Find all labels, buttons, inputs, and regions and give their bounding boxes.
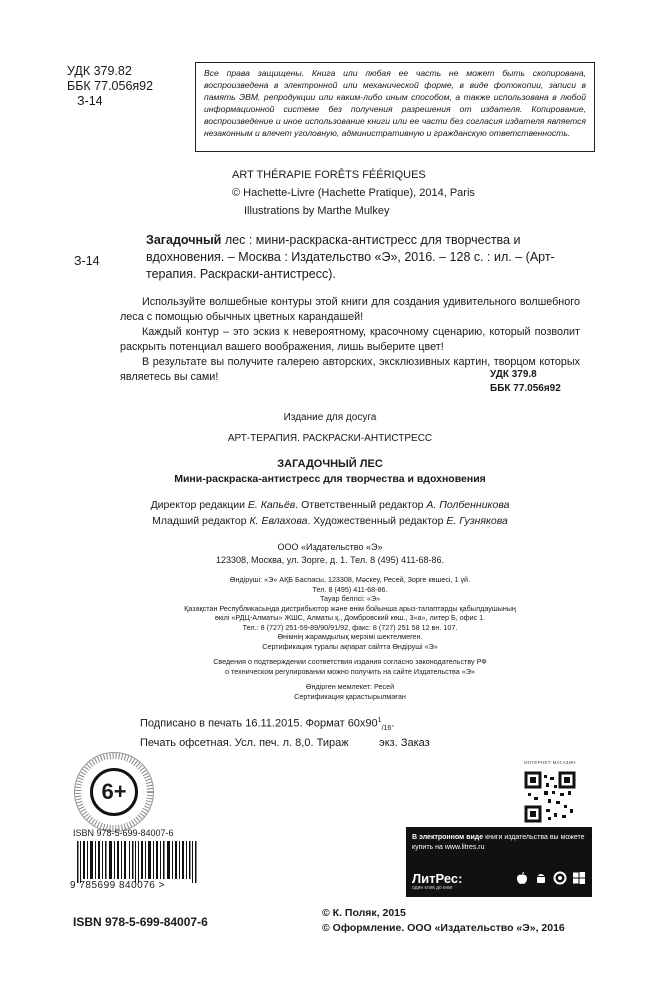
staff-person: Е. Гузнякова bbox=[446, 515, 508, 527]
signing-text: Подписано в печать 16.11.2015. Формат 60х90 bbox=[140, 717, 378, 730]
bibliographic-record bbox=[146, 232, 584, 283]
kz-line: Тауар белгісі: «Э» bbox=[319, 594, 381, 603]
staff-role: Директор редакции bbox=[150, 499, 248, 511]
illustrations-credit: Illustrations by Marthe Mulkey bbox=[244, 205, 390, 217]
staff-person: А. Полбенникова bbox=[426, 499, 510, 511]
udk-code: УДК 379.82 bbox=[67, 64, 132, 78]
age-rating-value: 6+ bbox=[90, 768, 138, 816]
leisure-label: Издание для досуга bbox=[283, 412, 377, 423]
book-title: ЗАГАДОЧНЫЙ ЛЕС bbox=[277, 458, 383, 470]
apple-icon bbox=[515, 871, 529, 885]
udk-code-right: УДК 379.8 bbox=[490, 369, 537, 380]
signing-end: . bbox=[391, 717, 395, 730]
isbn-large: ISBN 978-5-699-84007-6 bbox=[73, 915, 208, 929]
original-copyright: © Hachette-Livre (Hachette Pratique), 2014, Paris bbox=[232, 187, 475, 199]
barcode-icon bbox=[73, 841, 201, 883]
bib-author-sign: З-14 bbox=[74, 254, 100, 268]
annotation-paragraph: Каждый контур – это эскиз к невероятному, красочному сценарию, который позволит раскрыть потенциал вашего воображения, лишь выберите цвет! bbox=[120, 326, 580, 353]
signing-line-1 bbox=[140, 713, 540, 736]
bib-rest: лес : мини-раскраска-антистресс для творчества и вдохновения. – Москва : Издательство «Э», 2016. – 128 с. : ил. – (Арт-терапия. Раскраски-антистресс). bbox=[146, 233, 555, 281]
staff-person: Е. Капьёв bbox=[247, 499, 296, 511]
litres-text-rest: книги издательства вы можете купить на www.litres.ru bbox=[412, 834, 585, 851]
kz-line: Тел.: 8 (727) 251-59-89/90/91/92, факс: 8 (727) 251 58 12 вн. 107. bbox=[242, 622, 458, 632]
kz-line: Қазақстан Республикасында дистрибьютор және өнім бойынша арыз-талаптарды қабылдаушының bbox=[184, 603, 516, 613]
kz-line: Сертификация туралы ақпарат сайтта Өндіруші «Э» bbox=[262, 641, 438, 651]
staff-role: Младший редактор bbox=[152, 515, 250, 527]
publisher-name: ООО «Издательство «Э» bbox=[277, 542, 383, 552]
android-icon bbox=[534, 871, 548, 885]
kz-line: Сведения о подтверждении соответствия издания согласно законодательству РФ bbox=[213, 657, 487, 666]
staff-line-1 bbox=[100, 497, 560, 513]
isbn-small: ISBN 978-5-699-84007-6 bbox=[73, 828, 174, 838]
publisher-info bbox=[100, 541, 560, 567]
print-signing-info bbox=[140, 713, 540, 751]
format-sup: 1 bbox=[377, 717, 382, 724]
annotation-paragraph: Используйте волшебные контуры этой книги для создания удивительного волшебного леса с помощью обычных цветных карандашей! bbox=[120, 296, 580, 323]
annotation-paragraph: В результате вы получите галерею авторских, эксклюзивных картин, творцом которых являетесь вы сами! bbox=[120, 356, 580, 383]
format-sub: /16 bbox=[381, 724, 392, 732]
publisher-address: 123308, Москва, ул. Зорге, д. 1. Тел. 8 (495) 411-68-86. bbox=[216, 555, 444, 565]
kz-line: Тел. 8 (495) 411-68-86. bbox=[312, 584, 388, 594]
kz-line: Өндірген мемлекет: Ресей bbox=[305, 682, 395, 691]
platform-icons bbox=[515, 871, 586, 885]
staff-role: . Художественный редактор bbox=[307, 515, 447, 527]
kz-info-block bbox=[150, 575, 550, 701]
bbk-code-right: ББК 77.056я92 bbox=[490, 383, 561, 394]
original-title: ART THÉRAPIE FORÊTS FÉÉRIQUES bbox=[232, 169, 426, 181]
copyright-design: © Оформление. ООО «Издательство «Э», 2016 bbox=[322, 922, 565, 934]
staff-credits bbox=[100, 497, 560, 529]
qr-label: ИНТЕРНЕТ-МАГАЗИН bbox=[524, 760, 576, 765]
kz-line: өкілі «РДЦ-Алматы» ЖШС, Алматы қ., Домбровский көш., 3«а», литер Б, офис 1. bbox=[214, 613, 486, 622]
litres-logo: ЛитРес: bbox=[412, 871, 463, 886]
age-rating-badge bbox=[74, 752, 154, 832]
kz-line: Өндіруші: «Э» АҚБ Баспасы, 123308, Мәскеу, Ресей, Зорге көшесі, 1 үй. bbox=[229, 575, 471, 584]
kz-line: Сертификация қарастырылмаған bbox=[294, 691, 406, 701]
book-subtitle: Мини-раскраска-антистресс для творчества и вдохновения bbox=[174, 473, 486, 485]
barcode-digits: 9 785699 840076 > bbox=[70, 880, 165, 891]
udk-block-top bbox=[67, 64, 153, 109]
qr-code-icon bbox=[524, 771, 576, 823]
copyrights bbox=[322, 906, 565, 936]
litres-promo[interactable] bbox=[406, 827, 592, 897]
kz-line: о техническом регулировании можно получить на сайте Издательства «Э» bbox=[225, 666, 475, 676]
windows-phone-icon bbox=[553, 871, 567, 885]
copyright-author: © К. Поляк, 2015 bbox=[322, 907, 406, 919]
udk-block-right bbox=[490, 368, 561, 396]
kz-line: Өнімнің жарамдылық мерзімі шектелмеген. bbox=[277, 632, 423, 641]
bib-title-bold: Загадочный bbox=[146, 233, 222, 247]
windows-icon bbox=[572, 871, 586, 885]
rights-notice-box: Все права защищены. Книга или любая ее часть не может быть скопирована, воспроизведена в электронной или механической форме, в виде фотокопии, записи в память ЭВМ, репродукции или каким-либо иным способом, а также использована в любой информационной системе без получения разрешения от издателя. Копирование, воспроизведение и иное использование книги или ее части без согласия издателя является незаконным и влечет уголовную, административную и гражданскую ответственность. bbox=[195, 62, 595, 152]
bbk-code: ББК 77.056я92 bbox=[67, 79, 154, 93]
litres-tagline: один клик до книг bbox=[412, 885, 453, 891]
original-edition-info bbox=[232, 166, 475, 220]
staff-role: . Ответственный редактор bbox=[295, 499, 427, 511]
staff-line-2 bbox=[100, 513, 560, 529]
author-sign: З-14 bbox=[77, 94, 103, 108]
staff-person: К. Евлахова bbox=[249, 515, 308, 527]
signing-line-2: Печать офсетная. Усл. печ. л. 8,0. Тираж экз. Заказ bbox=[140, 736, 430, 749]
litres-text bbox=[412, 833, 588, 853]
series-name: АРТ-ТЕРАПИЯ. РАСКРАСКИ-АНТИСТРЕСС bbox=[227, 433, 433, 444]
litres-text-bold: В электронном виде bbox=[412, 834, 484, 841]
